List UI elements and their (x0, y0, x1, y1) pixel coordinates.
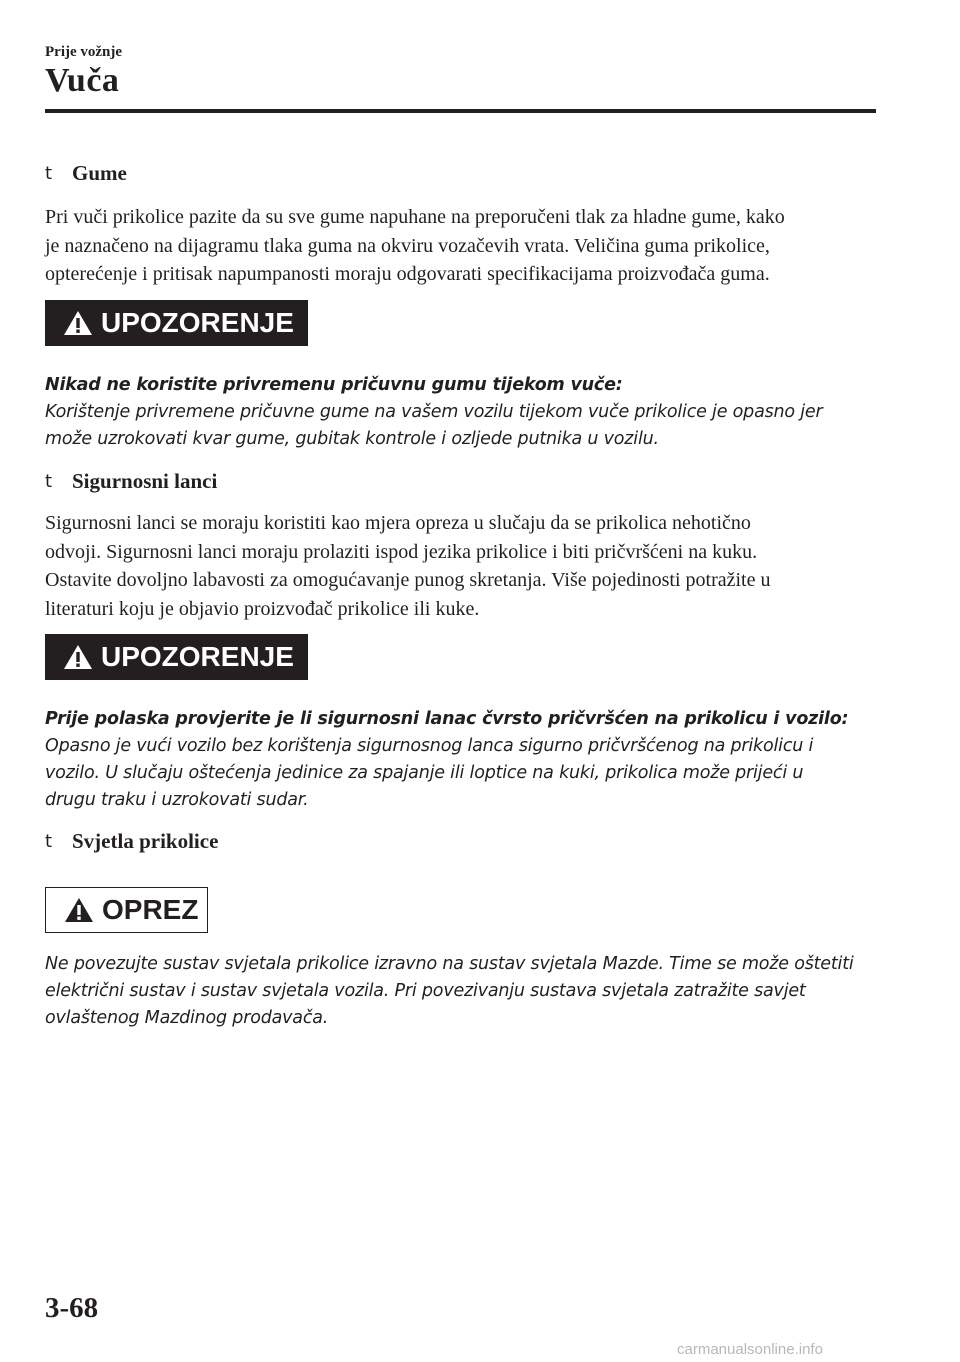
warning-triangle-icon (64, 897, 94, 923)
warning-triangle-icon (63, 310, 93, 336)
section-heading-label: Sigurnosni lanci (72, 469, 218, 493)
warning-triangle-icon (63, 644, 93, 670)
section-heading-label: Svjetla prikolice (72, 829, 219, 853)
text-line: opterećenje i pritisak napumpanosti moraju odgovarati specifikacijama proizvođača guma. (45, 263, 770, 285)
section-heading-svjetla-prikolice (45, 829, 885, 854)
caution-text-svjetla (45, 951, 885, 1032)
text-line: Opasno je vući vozilo bez korištenja sigurnosnog lanca sigurno pričvršćenog na prikolicu i (45, 736, 814, 756)
warning-banner (45, 300, 308, 346)
text-line: električni sustav i sustav svjetala vozila. Pri povezivanju sustava svjetala zatražite savjet (45, 981, 806, 1001)
paragraph-gume (45, 203, 885, 289)
page-number: 3-68 (45, 1292, 99, 1324)
bullet-marker: t (45, 163, 53, 184)
text-line: Korištenje privremene pričuvne gume na vašem vozilu tijekom vuče prikolice je opasno jer (45, 402, 823, 422)
text-line: Ostavite dovoljno labavosti za omogućavanje punog skretanja. Više pojedinosti potražite u (45, 569, 771, 591)
caution-banner (45, 887, 208, 933)
text-line: Ne povezujte sustav svjetala prikolice izravno na sustav svjetala Mazde. Time se može oštetiti (45, 954, 854, 974)
paragraph-sigurnosni-lanci (45, 509, 885, 623)
watermark: carmanualsonline.info (677, 1341, 823, 1358)
section-heading-label: Gume (72, 161, 127, 185)
page-title: Vuča (45, 62, 120, 99)
text-line: drugu traku i uzrokovati sudar. (45, 790, 309, 810)
section-label: Prije vožnje (45, 44, 123, 60)
text-line: Pri vuči prikolice pazite da su sve gume napuhane na preporučeni tlak za hladne gume, kako (45, 206, 785, 228)
text-line: vozilo. U slučaju oštećenja jedinice za spajanje ili loptice na kuki, prikolica može prijeći u (45, 763, 804, 783)
warning-text-gume (45, 372, 885, 453)
text-line: odvoji. Sigurnosni lanci moraju prolaziti ispod jezika prikolice i biti pričvršćeni na kuku. (45, 540, 758, 563)
text-line: literaturi koju je objavio proizvođač prikolice ili kuke. (45, 597, 480, 620)
bullet-marker: t (45, 831, 53, 852)
text-line: ovlaštenog Mazdinog prodavača. (45, 1008, 329, 1028)
text-line: Sigurnosni lanci se moraju koristiti kao mjera opreza u slučaju da se prikolica nehotično (45, 512, 751, 534)
warning-title: Prije polaska provjerite je li sigurnosni lanac čvrsto pričvršćen na prikolicu i vozilo: (45, 709, 849, 729)
text-line: može uzrokovati kvar gume, gubitak kontrole i ozljede putnika u vozilu. (45, 429, 659, 449)
text-line: je naznačeno na dijagramu tlaka guma na okviru vozačevih vrata. Veličina guma prikolice, (45, 234, 770, 257)
warning-banner-label: UPOZORENJE (101, 641, 294, 672)
section-heading-sigurnosni-lanci (45, 469, 885, 494)
caution-banner-label: OPREZ (102, 894, 199, 925)
bullet-marker: t (45, 471, 53, 492)
warning-banner (45, 634, 308, 680)
section-heading-gume (45, 161, 885, 186)
warning-banner-label: UPOZORENJE (101, 307, 294, 338)
header-divider (45, 109, 876, 113)
warning-title: Nikad ne koristite privremenu pričuvnu gumu tijekom vuče: (45, 375, 623, 395)
warning-text-lanci (45, 706, 885, 814)
